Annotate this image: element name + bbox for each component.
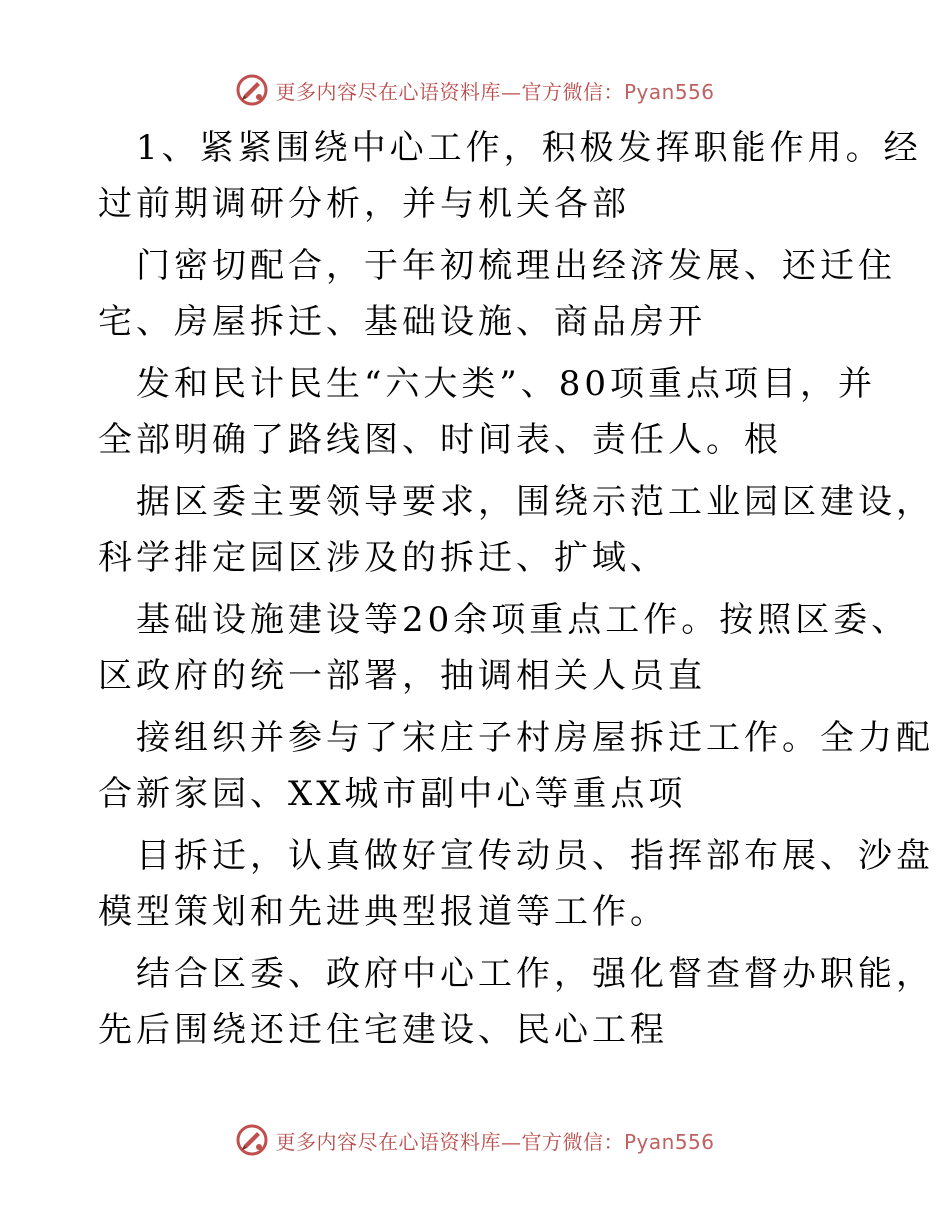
text-line: 接组织并参与了宋庄子村房屋拆迁工作。全力配 — [136, 718, 934, 758]
seal-pen-icon — [235, 1123, 269, 1157]
text-line: 据区委主要领导要求，围绕示范工业园区建设， — [136, 482, 934, 522]
text-line: 全部明确了路线图、时间表、责任人。根 — [98, 420, 782, 460]
text-line: 发和民计民生“六大类”、80项重点项目，并 — [136, 364, 877, 404]
text-line: 目拆迁，认真做好宣传动员、指挥部布展、沙盘 — [136, 836, 934, 876]
watermark-wechat-id: Pyan556 — [623, 1129, 715, 1154]
text-line: 结合区委、政府中心工作，强化督查督办职能， — [136, 954, 934, 994]
text-line: 过前期调研分析，并与机关各部 — [98, 184, 630, 224]
header-watermark — [0, 70, 950, 110]
text-line: 科学排定园区涉及的拆迁、扩域、 — [98, 538, 668, 578]
text-line: 区政府的统一部署，抽调相关人员直 — [98, 656, 706, 696]
text-line: 先后围绕还迁住宅建设、民心工程 — [98, 1010, 668, 1050]
footer-watermark — [0, 1120, 950, 1160]
text-line: 模型策划和先进典型报道等工作。 — [98, 892, 668, 932]
seal-pen-icon — [235, 73, 269, 107]
document-body — [98, 120, 934, 1058]
watermark-text: 更多内容尽在心语资料库—官方微信：Pyan556 — [275, 1129, 715, 1154]
text-line: 1、紧紧围绕中心工作，积极发挥职能作用。经 — [136, 128, 922, 168]
text-line: 基础设施建设等20余项重点工作。按照区委、 — [136, 600, 910, 640]
text-line: 合新家园、XX城市副中心等重点项 — [98, 774, 687, 814]
watermark-wechat-id: Pyan556 — [623, 79, 715, 104]
watermark-text: 更多内容尽在心语资料库—官方微信：Pyan556 — [275, 79, 715, 104]
text-line: 宅、房屋拆迁、基础设施、商品房开 — [98, 302, 706, 342]
text-line: 门密切配合，于年初梳理出经济发展、还迁住 — [136, 246, 896, 286]
